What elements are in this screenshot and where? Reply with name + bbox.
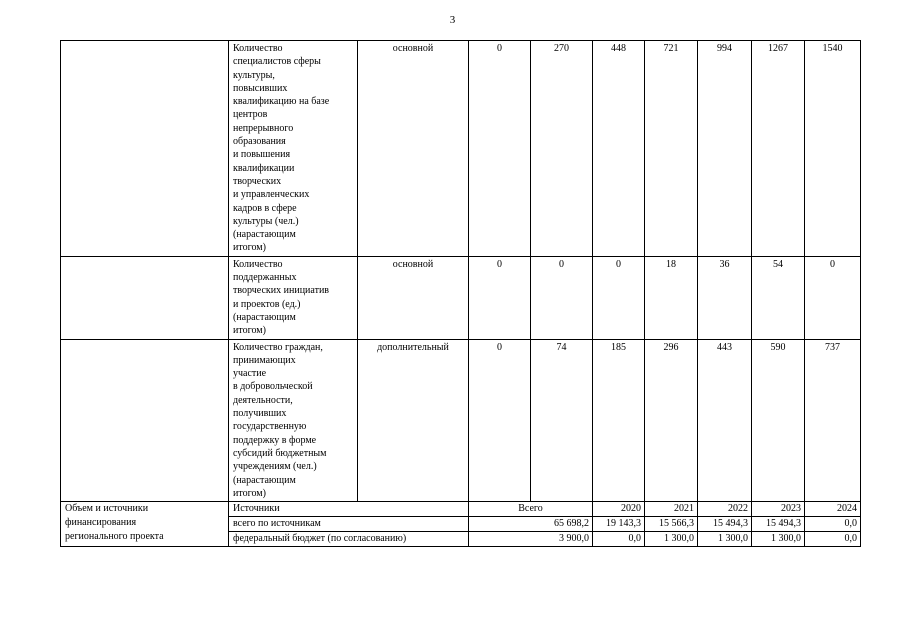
indicator-type: основной: [358, 256, 469, 339]
year-header: 2021: [645, 502, 698, 517]
financing-total: 3 900,0: [469, 532, 593, 547]
indicator-value: 1540: [805, 41, 861, 257]
financing-value: 1 300,0: [698, 532, 752, 547]
financing-source: федеральный бюджет (по согласованию): [229, 532, 469, 547]
indicator-row: [61, 41, 861, 257]
indicator-value: 0: [593, 256, 645, 339]
row-label-cell: [61, 256, 229, 339]
financing-value: 15 494,3: [752, 517, 805, 532]
indicator-value: 0: [469, 256, 531, 339]
sources-header: Источники: [229, 502, 469, 517]
indicator-value: 54: [752, 256, 805, 339]
page-number: 3: [449, 14, 456, 26]
indicator-value: 74: [531, 339, 593, 502]
financing-value: 1 300,0: [645, 532, 698, 547]
financing-total: 65 698,2: [469, 517, 593, 532]
indicator-value: 443: [698, 339, 752, 502]
financing-value: 0,0: [805, 517, 861, 532]
indicator-name: Количество специалистов сферы культуры, повысивших квалификацию на базе центров непрерывного образования и повышения квалификации творческих и управленческих кадров в сфере культуры (чел.) (нарастающим итогом): [229, 41, 358, 257]
indicator-value: 36: [698, 256, 752, 339]
row-label-cell: [61, 41, 229, 257]
year-header: 2023: [752, 502, 805, 517]
financing-value: 0,0: [805, 532, 861, 547]
year-header: 2024: [805, 502, 861, 517]
total-header: Всего: [469, 502, 593, 517]
financing-value: 1 300,0: [752, 532, 805, 547]
year-header: 2022: [698, 502, 752, 517]
financing-label: Объем и источники финансирования регионального проекта: [61, 502, 229, 547]
financing-value: 15 566,3: [645, 517, 698, 532]
financing-source: всего по источникам: [229, 517, 469, 532]
indicator-value: 0: [469, 41, 531, 257]
indicator-value: 721: [645, 41, 698, 257]
indicator-value: 0: [531, 256, 593, 339]
indicator-value: 270: [531, 41, 593, 257]
year-header: 2020: [593, 502, 645, 517]
financing-value: 0,0: [593, 532, 645, 547]
indicator-value: 185: [593, 339, 645, 502]
financing-value: 19 143,3: [593, 517, 645, 532]
indicator-name: Количество поддержанных творческих инициатив и проектов (ед.) (нарастающим итогом): [229, 256, 358, 339]
indicator-value: 0: [805, 256, 861, 339]
indicator-value: 448: [593, 41, 645, 257]
indicator-value: 737: [805, 339, 861, 502]
indicator-type: основной: [358, 41, 469, 257]
indicator-row: [61, 256, 861, 339]
financing-header-row: [61, 502, 861, 517]
indicator-value: 1267: [752, 41, 805, 257]
indicator-type: дополнительный: [358, 339, 469, 502]
indicator-row: [61, 339, 861, 502]
indicator-name: Количество граждан, принимающих участие в добровольческой деятельности, получивших государственную поддержку в форме субсидий бюджетным учреждениям (чел.) (нарастающим итогом): [229, 339, 358, 502]
indicator-value: 18: [645, 256, 698, 339]
indicator-value: 0: [469, 339, 531, 502]
row-label-cell: [61, 339, 229, 502]
indicator-value: 296: [645, 339, 698, 502]
financing-value: 15 494,3: [698, 517, 752, 532]
indicator-value: 994: [698, 41, 752, 257]
passport-table: [60, 40, 861, 547]
indicator-value: 590: [752, 339, 805, 502]
